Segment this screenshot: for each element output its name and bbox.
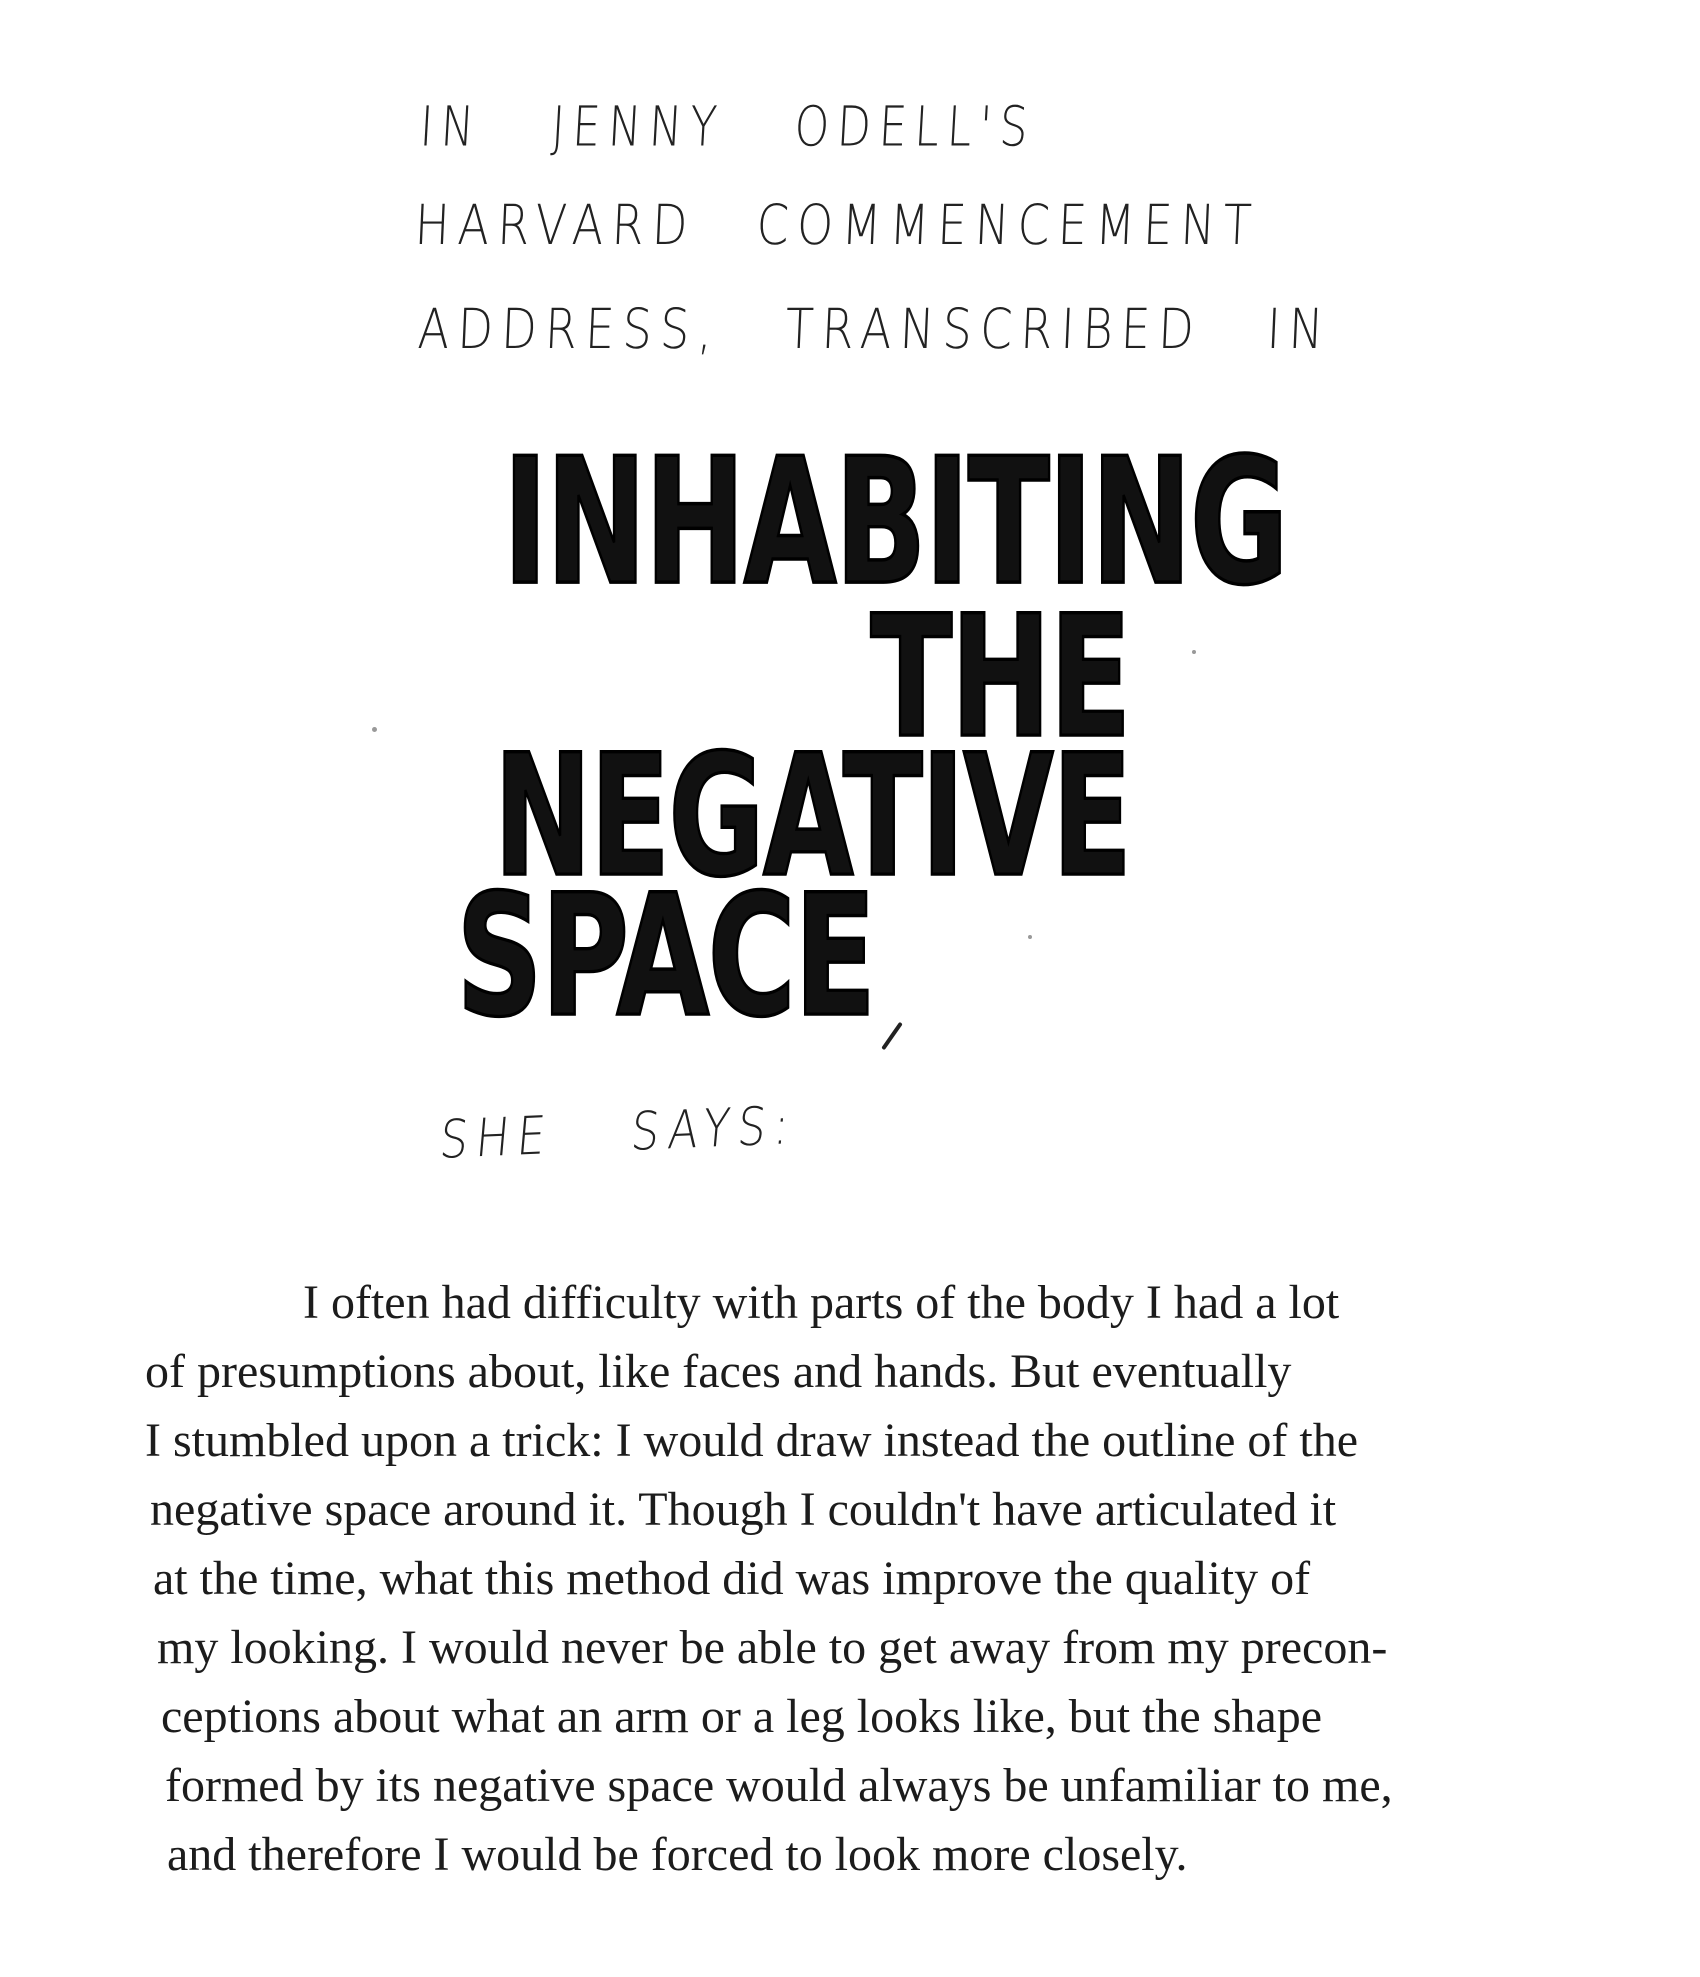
paper-speck	[1192, 650, 1196, 654]
quote-line: of presumptions about, like faces and hands. But eventually	[145, 1345, 1292, 1398]
quote-line: ceptions about what an arm or a leg looks like, but the shape	[161, 1690, 1323, 1743]
quote-line: negative space around it. Though I couldn't have articulated it	[150, 1483, 1337, 1536]
quote-line: and therefore I would be forced to look more closely.	[167, 1828, 1188, 1881]
title-line-2: THE	[870, 580, 1130, 776]
title-line-4: SPACE	[456, 859, 875, 1055]
paper-speck	[1028, 935, 1032, 939]
title-line-3: NEGATIVE	[493, 719, 1131, 915]
quote-line: my looking. I would never be able to get away from my precon-	[157, 1621, 1388, 1674]
paper-speck	[372, 727, 377, 732]
handwritten-intro-line-2: HARVARD COMMENCEMENT	[413, 192, 1262, 258]
quote-line: I often had difficulty with parts of the body I had a lot	[303, 1276, 1340, 1329]
quote-block	[145, 1268, 1585, 1889]
quote-line: formed by its negative space would always be unfamiliar to me,	[165, 1759, 1393, 1812]
handwritten-intro-line-1: IN JENNY ODELL'S	[418, 95, 1038, 160]
quote-line: I stumbled upon a trick: I would draw instead the outline of the	[145, 1414, 1359, 1467]
quote-line: at the time, what this method did was improve the quality of	[153, 1552, 1311, 1605]
title-line-1: INHABITING	[502, 422, 1287, 624]
handwritten-intro-line-3: ADDRESS, TRANSCRIBED IN	[416, 296, 1333, 362]
handwritten-comma-mark	[881, 1022, 903, 1051]
handwritten-she-says: SHE SAYS:	[437, 1095, 800, 1172]
